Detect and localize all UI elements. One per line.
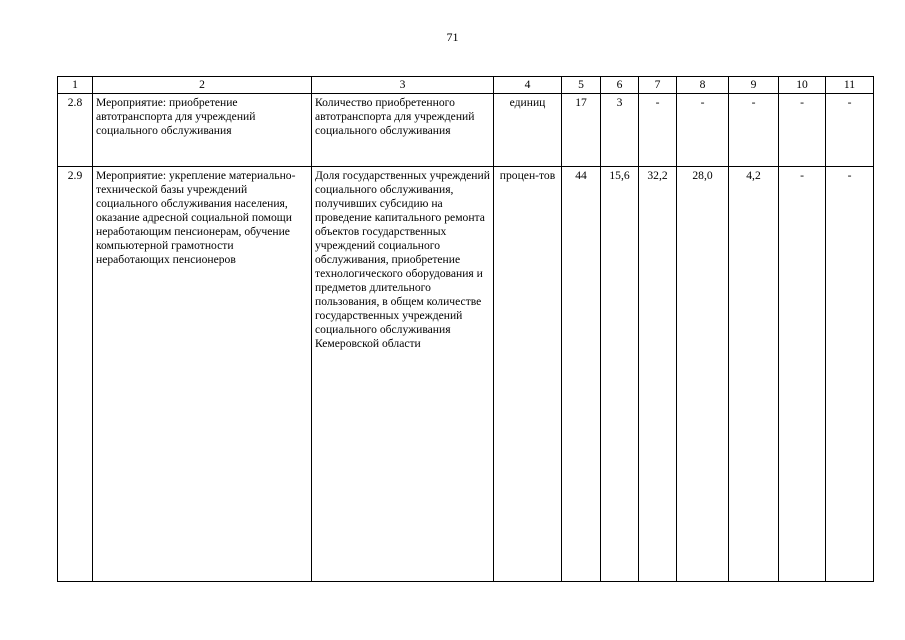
column-header: 8 [677, 77, 729, 94]
value-cell: 44 [562, 167, 601, 582]
value-cell: 3 [601, 94, 639, 167]
column-header: 11 [826, 77, 874, 94]
column-header: 5 [562, 77, 601, 94]
value-cell: - [639, 94, 677, 167]
indicator-table [57, 76, 874, 582]
column-header: 6 [601, 77, 639, 94]
column-header: 10 [779, 77, 826, 94]
value-cell: - [826, 94, 874, 167]
value-cell: - [826, 167, 874, 582]
indicator-cell: Количество приобретенного автотранспорта для учреждений социального обслуживания [312, 94, 494, 167]
value-cell: 4,2 [729, 167, 779, 582]
row-number-cell: 2.9 [58, 167, 93, 582]
value-cell: - [677, 94, 729, 167]
value-cell: - [779, 167, 826, 582]
value-cell: - [729, 94, 779, 167]
value-cell: 17 [562, 94, 601, 167]
column-header: 2 [93, 77, 312, 94]
table-row [58, 167, 874, 582]
measure-cell: Мероприятие: приобретение автотранспорта для учреждений социального обслуживания [93, 94, 312, 167]
value-cell: - [779, 94, 826, 167]
row-number-cell: 2.8 [58, 94, 93, 167]
value-cell: 28,0 [677, 167, 729, 582]
value-cell: 15,6 [601, 167, 639, 582]
column-header: 7 [639, 77, 677, 94]
column-header: 3 [312, 77, 494, 94]
table-row [58, 94, 874, 167]
page-number: 71 [446, 30, 459, 44]
column-header: 4 [494, 77, 562, 94]
measure-cell: Мероприятие: укрепление материально-технической базы учреждений социального обслуживания населения, оказание адресной социальной помощи неработающим пенсионерам, обучение компьютерной грамотности неработающих пенсионеров [93, 167, 312, 582]
unit-cell: процен-тов [494, 167, 562, 582]
indicator-cell: Доля государственных учреждений социального обслуживания, получивших субсидию на проведение капитального ремонта объектов государственных учреждений социального обслуживания, приобретение технологического оборудования и предметов длительного пользования, в общем количестве государственных учреждений социального обслуживания Кемеровской области [312, 167, 494, 582]
column-header: 1 [58, 77, 93, 94]
column-number-row [58, 77, 874, 94]
column-header: 9 [729, 77, 779, 94]
unit-cell: единиц [494, 94, 562, 167]
value-cell: 32,2 [639, 167, 677, 582]
